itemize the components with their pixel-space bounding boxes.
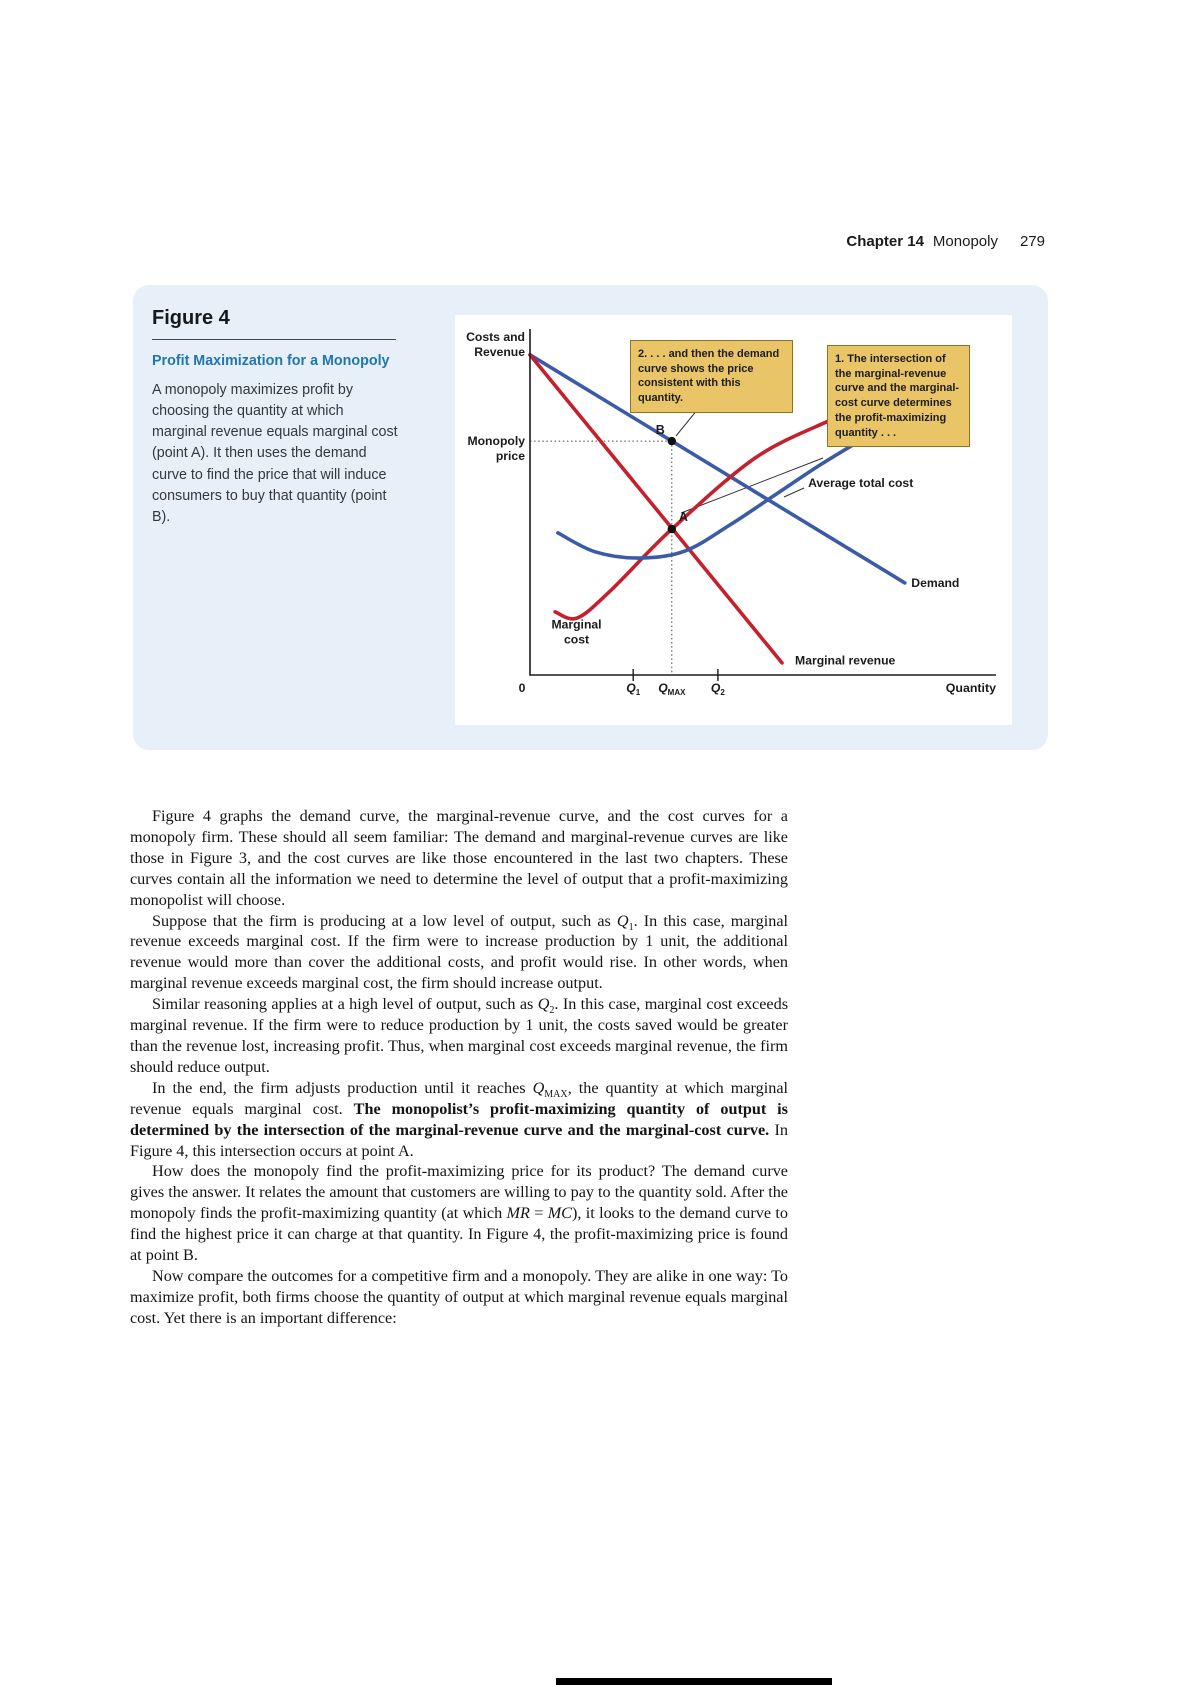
text-segment: . In this case, marginal cost exceeds marginal revenue. If the firm were to reduce production by 1 unit, the costs saved would be greater than the revenue lost, increasing profit. Thus, when marginal cost exceeds marginal revenue, the firm should reduce output.	[130, 995, 788, 1076]
body-paragraph	[130, 1078, 788, 1162]
figure-info	[152, 307, 418, 528]
callout-2-box: 2. . . . and then the demand curve shows the price consistent with this quantity.	[630, 340, 793, 413]
curve-label-marginal-cost: Marginal	[551, 617, 602, 632]
curve-label-average-total-cost: Average total cost	[808, 475, 914, 490]
x-tick-label-origin: 0	[518, 681, 526, 695]
text-segment: Q	[532, 1078, 545, 1097]
y-axis-label: Revenue	[474, 345, 525, 359]
y-axis-label: Costs and	[466, 330, 525, 344]
point-a	[668, 525, 676, 533]
text-segment: =	[529, 1204, 548, 1223]
text-segment: , the quantity at which marginal revenue equals marginal cost.	[130, 1078, 789, 1118]
text-segment: Similar reasoning applies at a high level of output, such as	[152, 995, 538, 1014]
text-segment: 1	[628, 921, 634, 933]
callout-1-pointer-line	[681, 458, 823, 513]
body-paragraph	[130, 994, 788, 1078]
figure-title: Figure 4	[152, 307, 230, 329]
section-label: Monopoly	[932, 233, 998, 250]
x-tick-label-qmax: $Q_{MAX}$	[658, 681, 686, 697]
label-leader-line	[784, 488, 804, 497]
point-label-a: A	[678, 510, 688, 525]
figure-title-divider	[152, 339, 396, 340]
x-tick-label-q1: $Q_1$	[626, 681, 641, 697]
figure-caption: A monopoly maximizes profit by choosing the quantity at which marginal revenue equals marginal cost (point A). It then uses the demand curve to find the price that will induce consumers to buy that quantity (point B).	[152, 382, 398, 525]
monopoly-price-label: Monopoly	[467, 434, 525, 449]
point-b	[668, 437, 676, 445]
text-segment: How does the monopoly find the profit-maximizing price for its product? The demand curve gives the answer. It relates the amount that customers are willing to pay to the quantity sold. After the monopoly finds the profit-maximizing quantity (at which	[130, 1162, 788, 1223]
text-segment: ), it looks to the demand curve to find the highest price it can charge at that quantity. In Figure 4, the profit-maximizing price is found at point B.	[130, 1204, 788, 1265]
point-label-b: B	[655, 423, 665, 438]
page-bottom-bar	[556, 1678, 832, 1685]
text-segment: Now compare the outcomes for a competitive firm and a monopoly. They are alike in one way: To maximize profit, both firms choose the quantity of output at which marginal revenue equals marginal cost. Yet there is an important difference:	[130, 1266, 788, 1327]
text-segment: Q	[616, 911, 629, 930]
x-axis-title: Quantity	[945, 681, 996, 695]
text-segment: In Figure 4, this intersection occurs at point A.	[130, 1120, 788, 1160]
callout-1-box: 1. The intersection of the marginal-revenue curve and the marginal-cost curve determines the profit-maximizing quantity . . .	[827, 345, 970, 447]
chart-box	[455, 315, 1012, 725]
body-paragraph	[130, 1266, 788, 1329]
figure-subtitle: Profit Maximization for a Monopoly	[152, 353, 390, 369]
text-segment: MAX	[544, 1089, 568, 1101]
figure-panel	[133, 285, 1048, 750]
page-number: 279	[1019, 233, 1045, 250]
monopoly-price-label: price	[495, 449, 525, 464]
text-segment: Figure 4 graphs the demand curve, the marginal-revenue curve, and the cost curves for a monopoly firm. These should all seem familiar: The demand and marginal-revenue curves are like those in Figure 3, and the cost curves are like those encountered in the last two chapters. These curves contain all the information we need to determine the level of output that a profit-maximizing monopolist will choose.	[130, 807, 788, 909]
curve-marginal-cost	[555, 421, 828, 619]
curve-label-demand: Demand	[911, 576, 960, 591]
body-paragraph	[130, 911, 788, 995]
text-segment: In the end, the firm adjusts production until it reaches	[152, 1078, 533, 1097]
text-segment: . In this case, marginal revenue exceeds marginal cost. If the firm were to increase production by 1 unit, the additional revenue would more than cover the additional costs, and profit would rise. In other words, when marginal revenue exceeds marginal cost, the firm should increase output.	[130, 911, 788, 993]
chapter-label: Chapter 14	[846, 233, 924, 250]
curve-average-total-cost	[558, 439, 863, 558]
body-text	[130, 806, 788, 1329]
text-segment: The monopolist’s profit-maximizing quantity of output is determined by the intersection of the marginal-revenue curve and the marginal-cost curve.	[130, 1099, 788, 1139]
body-paragraph	[130, 806, 788, 911]
body-paragraph	[130, 1161, 788, 1266]
text-segment: MC	[547, 1204, 572, 1223]
text-segment: MR	[506, 1204, 530, 1223]
text-segment: Q	[537, 995, 550, 1014]
running-head	[846, 233, 1045, 250]
text-segment: 2	[549, 1005, 555, 1017]
curve-label-marginal-revenue: Marginal revenue	[795, 653, 896, 668]
curve-label-marginal-cost: cost	[563, 632, 590, 647]
text-segment: Suppose that the firm is producing at a low level of output, such as	[152, 911, 617, 930]
x-tick-label-q2: $Q_2$	[710, 681, 725, 697]
